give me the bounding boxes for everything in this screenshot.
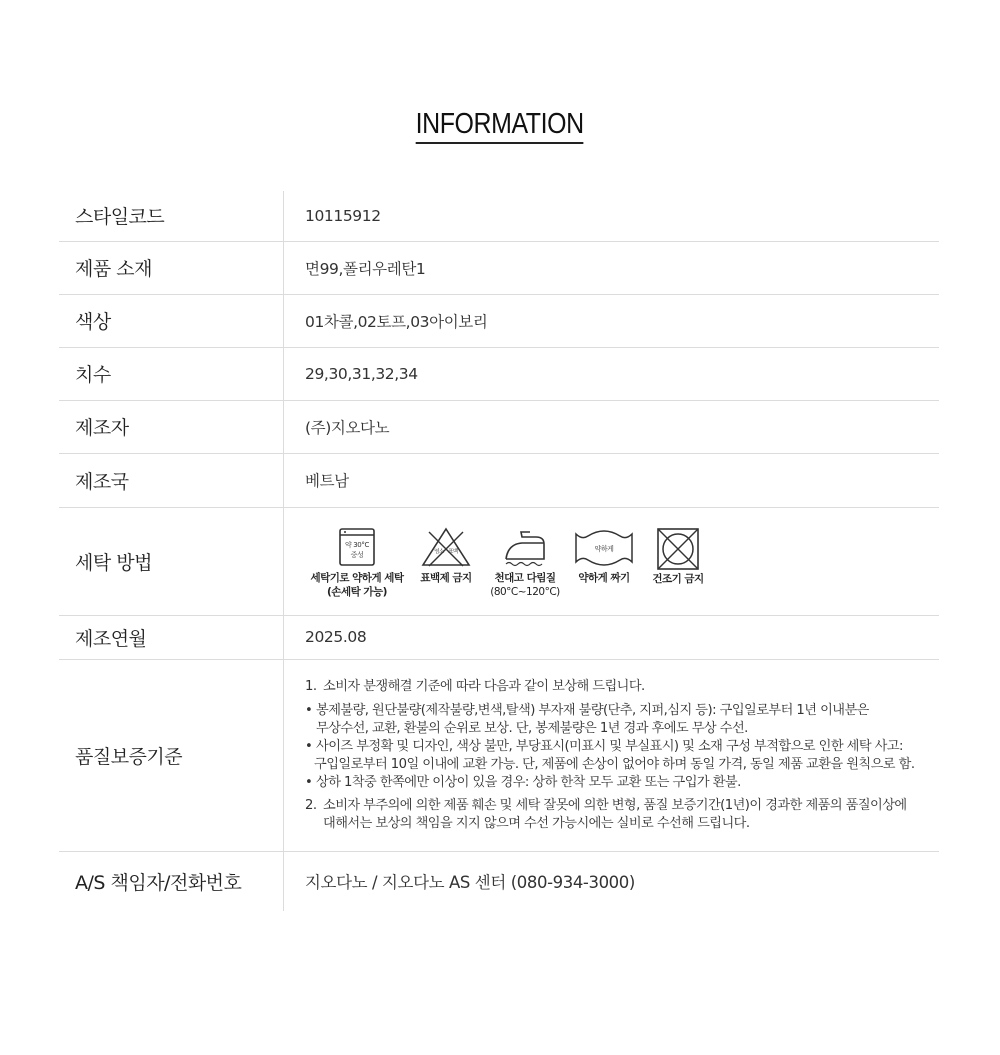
row-value-material: 면99,폴리우레탄1 bbox=[284, 241, 940, 294]
list-text: 소비자 분쟁해결 기준에 따라 다음과 같이 보상해 드립니다. bbox=[323, 678, 645, 694]
no-bleach-caption bbox=[420, 571, 471, 585]
caption-line: 약하게 짜기 bbox=[578, 571, 630, 584]
product-info-table bbox=[59, 191, 939, 911]
table-row bbox=[59, 241, 939, 294]
table-row bbox=[59, 191, 939, 241]
wring-gently-care bbox=[568, 526, 640, 585]
washing-icons bbox=[305, 524, 939, 599]
caption-line: (80°C~120°C) bbox=[490, 585, 560, 598]
washing-machine-icon bbox=[337, 526, 377, 568]
table-row bbox=[59, 851, 939, 911]
row-value-style-code: 10115912 bbox=[284, 191, 940, 241]
list-text: 대해서는 보상의 책임을 지지 않으며 수선 가능시에는 실비로 수선해 드립니다. bbox=[323, 815, 750, 831]
table-row bbox=[59, 347, 939, 400]
table-row bbox=[59, 400, 939, 453]
row-value-country: 베트남 bbox=[284, 453, 940, 507]
list-number: 2. bbox=[305, 797, 317, 813]
no-bleach-left-text: 염소 bbox=[434, 548, 444, 555]
table-row bbox=[59, 615, 939, 659]
table-row bbox=[59, 294, 939, 347]
no-tumble-dry-icon bbox=[655, 526, 701, 572]
table-row bbox=[59, 659, 939, 851]
no-bleach-icon bbox=[420, 526, 472, 568]
caption-line: (손세탁 가능) bbox=[327, 585, 387, 598]
wring-gently-icon bbox=[574, 526, 634, 568]
row-value-color: 01차콜,02토프,03아이보리 bbox=[284, 294, 940, 347]
wring-gently-caption bbox=[578, 571, 629, 585]
list-text: 봉제불량, 원단불량(제작불량,변색,탈색) 부자재 불량(단추, 지퍼,심지 등): 구입일로부터 1년 이내분은 bbox=[316, 702, 869, 718]
list-text: 구입일로부터 10일 이내에 교환 가능. 단, 제품에 손상이 없어야 하며 동일 가격, 동일 제품 교환을 원칙으로 함. bbox=[314, 756, 915, 772]
no-tumble-dry-care bbox=[642, 526, 714, 586]
list-text: 소비자 부주의에 의한 제품 훼손 및 세탁 잘못에 의한 변형, 품질 보증기간(1년)이 경과한 제품의 품질이상에 bbox=[323, 797, 907, 813]
list-item bbox=[305, 774, 939, 792]
washing-detergent-text: 중성 bbox=[350, 550, 364, 559]
list-item bbox=[305, 678, 939, 696]
bullet: • bbox=[305, 738, 313, 754]
bullet: • bbox=[305, 774, 313, 790]
caption-line: 건조기 금지 bbox=[652, 572, 704, 585]
iron-caption bbox=[490, 571, 560, 599]
row-label-washing: 세탁 방법 bbox=[59, 507, 284, 615]
no-bleach-care bbox=[411, 526, 481, 585]
row-label-quality: 품질보증기준 bbox=[59, 659, 284, 851]
iron-care bbox=[485, 526, 565, 599]
list-text: 상하 1착중 한쪽에만 이상이 있을 경우: 상하 한착 모두 교환 또는 구입가 환불. bbox=[316, 774, 741, 790]
row-label-manufacturer: 제조자 bbox=[59, 400, 284, 453]
washing-icons-cell bbox=[284, 507, 940, 615]
washing-temp-text: 약 30°C bbox=[345, 540, 369, 549]
iron-icon bbox=[502, 526, 548, 568]
row-label-style-code: 스타일코드 bbox=[59, 191, 284, 241]
washing-machine-care bbox=[305, 526, 409, 599]
row-label-size: 치수 bbox=[59, 347, 284, 400]
row-label-as: A/S 책임자/전화번호 bbox=[59, 851, 284, 911]
list-text: 사이즈 부정확 및 디자인, 색상 불만, 부당표시(미표시 및 부실표시) 및 소재 구성 부적합으로 인한 세탁 사고: bbox=[316, 738, 903, 754]
caption-line: 세탁기로 약하게 세탁 bbox=[310, 571, 404, 584]
row-value-size: 29,30,31,32,34 bbox=[284, 347, 940, 400]
row-value-manufacturer: (주)지오다노 bbox=[284, 400, 940, 453]
table-row bbox=[59, 507, 939, 615]
list-number: 1. bbox=[305, 678, 317, 694]
wring-gently-text: 약하게 bbox=[594, 544, 614, 553]
page-title: INFORMATION bbox=[416, 108, 584, 144]
row-value-as: 지오다노 / 지오다노 AS 센터 (080-934-3000) bbox=[305, 873, 635, 893]
list-text: 무상수선, 교환, 환불의 순위로 보상. 단, 봉제불량은 1년 경과 후에도 무상 수선. bbox=[316, 720, 748, 736]
caption-line: 표백제 금지 bbox=[420, 571, 472, 584]
list-item bbox=[305, 702, 939, 738]
no-bleach-right-text: 표백 bbox=[448, 548, 458, 555]
list-item bbox=[305, 797, 939, 833]
list-item bbox=[305, 738, 939, 774]
washing-machine-caption bbox=[310, 571, 403, 599]
bullet: • bbox=[305, 702, 313, 718]
row-label-material: 제품 소재 bbox=[59, 241, 284, 294]
row-value-date: 2025.08 bbox=[284, 615, 940, 659]
row-label-date: 제조연월 bbox=[59, 615, 284, 659]
quality-text bbox=[305, 678, 939, 833]
quality-cell bbox=[284, 659, 940, 851]
row-label-country: 제조국 bbox=[59, 453, 284, 507]
row-label-color: 색상 bbox=[59, 294, 284, 347]
caption-line: 천대고 다림질 bbox=[494, 571, 556, 584]
no-tumble-dry-caption bbox=[652, 572, 703, 586]
table-row bbox=[59, 453, 939, 507]
